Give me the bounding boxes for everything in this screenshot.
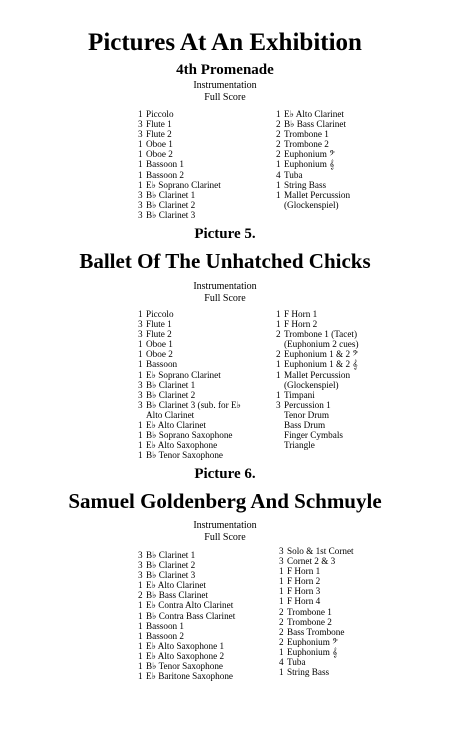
instrument-row: [138, 370, 241, 380]
instrument-name: Triangle: [284, 440, 315, 451]
part-count: [276, 420, 284, 430]
section-heading-picture-6: Picture 6.: [194, 466, 256, 482]
instrument-name: Bassoon 2: [146, 169, 185, 180]
instrument-name: E♭ Alto Saxophone 2: [146, 650, 225, 661]
part-count: 1: [138, 650, 143, 661]
instrument-list-left: [138, 309, 241, 460]
instrument-row: [138, 410, 241, 420]
part-count: 1: [138, 640, 143, 651]
instrument-row: [279, 637, 354, 647]
part-count: [276, 410, 284, 420]
part-count: 1: [138, 580, 143, 591]
instrument-name: Trombone 2: [284, 139, 329, 150]
instrument-name: F Horn 3: [287, 586, 321, 597]
full-score-label: Full Score: [204, 293, 246, 304]
part-count: 1: [138, 339, 143, 350]
instrument-row: [138, 159, 221, 169]
instrument-row: [138, 611, 235, 621]
instrument-row: [276, 349, 359, 359]
instrument-name: Trombone 2: [287, 616, 332, 627]
instrument-name: Tenor Drum: [284, 409, 330, 420]
part-count: 3: [138, 399, 143, 410]
section-heading-picture-5: Picture 5.: [194, 226, 256, 242]
instrument-name: Euphonium 𝄞: [287, 646, 338, 657]
instrument-name: F Horn 1: [287, 566, 321, 577]
part-count: 4: [276, 169, 281, 180]
part-count: 3: [138, 209, 143, 220]
part-count: 1: [279, 566, 284, 577]
instrument-name: B♭ Bass Clarinet: [146, 590, 209, 601]
instrument-name: Mallet Percussion: [284, 369, 351, 380]
instrument-row: [279, 576, 354, 586]
instrument-row: [138, 380, 241, 390]
instrument-name: E♭ Contra Alto Clarinet: [146, 600, 234, 611]
instrument-row: [138, 180, 221, 190]
instrument-row: [138, 200, 221, 210]
instrument-name: Oboe 1: [146, 139, 173, 150]
instrument-row: [138, 550, 235, 560]
instrument-row: [138, 139, 221, 149]
part-count: 1: [138, 179, 143, 190]
part-count: 1: [279, 667, 284, 678]
instrument-name: B♭ Contra Bass Clarinet: [146, 610, 236, 621]
instrument-list-right: [276, 109, 350, 210]
part-count: 3: [138, 199, 143, 210]
instrument-name: String Bass: [287, 667, 330, 678]
instrument-name: Bassoon 1: [146, 620, 185, 631]
part-count: 1: [138, 671, 143, 682]
instrument-row: [276, 329, 359, 339]
part-count: 1: [138, 149, 143, 160]
instrument-row: [276, 440, 359, 450]
part-count: 1: [138, 109, 143, 119]
instrument-row: [138, 600, 235, 610]
instrument-name: B♭ Tenor Saxophone: [146, 661, 224, 672]
instrument-name: Euphonium 𝄢: [287, 636, 339, 647]
instrument-name: Mallet Percussion: [284, 189, 351, 200]
instrument-list-left: [138, 550, 235, 681]
instrument-row: [276, 410, 359, 420]
part-count: 1: [138, 450, 143, 461]
instrument-row: [279, 586, 354, 596]
part-count: 2: [276, 149, 281, 160]
part-count: 2: [279, 626, 284, 637]
instrument-row: [138, 119, 221, 129]
instrument-row: [276, 190, 350, 200]
instrument-row: [138, 329, 241, 339]
instrument-row: [138, 570, 235, 580]
instrument-row: [276, 370, 359, 380]
instrument-name: (Euphonium 2 cues): [284, 339, 359, 350]
part-count: 3: [138, 129, 143, 140]
part-count: 2: [276, 349, 281, 360]
part-count: 1: [138, 359, 143, 370]
instrument-name: B♭ Clarinet 3 (sub. for E♭: [146, 399, 241, 410]
part-count: 3: [138, 389, 143, 400]
instrument-row: [138, 651, 235, 661]
instrument-row: [138, 109, 221, 119]
part-count: [276, 200, 284, 210]
instrument-name: Alto Clarinet: [146, 409, 195, 420]
part-count: 1: [138, 159, 143, 170]
part-count: 2: [276, 139, 281, 150]
instrument-name: B♭ Bass Clarinet: [284, 119, 347, 130]
part-count: 1: [276, 359, 281, 370]
part-count: [276, 380, 284, 390]
instrument-name: B♭ Clarinet 1: [146, 379, 196, 390]
section-subheading-goldenberg: Samuel Goldenberg And Schmuyle: [68, 489, 382, 513]
instrument-row: [276, 390, 359, 400]
part-count: 3: [276, 399, 281, 410]
instrument-name: Tuba: [284, 169, 303, 180]
part-count: 4: [279, 657, 284, 668]
instrument-row: [279, 667, 354, 677]
instrument-row: [276, 319, 359, 329]
instrument-name: B♭ Clarinet 1: [146, 189, 196, 200]
instrument-row: [138, 149, 221, 159]
instrument-row: [276, 170, 350, 180]
instrumentation-label: Instrumentation: [193, 520, 257, 531]
instrument-name: Bass Drum: [284, 420, 326, 431]
instrument-name: Bassoon 1: [146, 159, 185, 170]
part-count: 1: [279, 576, 284, 587]
instrument-row: [138, 560, 235, 570]
instrument-row: [276, 119, 350, 129]
instrument-name: E♭ Alto Saxophone 1: [146, 640, 225, 651]
part-count: 1: [138, 369, 143, 380]
instrument-name: Flute 1: [146, 119, 172, 130]
part-count: 3: [279, 556, 284, 567]
instrument-name: F Horn 2: [287, 576, 321, 587]
instrument-row: [276, 420, 359, 430]
part-count: 1: [138, 661, 143, 672]
instrument-list-left: [138, 109, 221, 220]
instrument-name: Flute 2: [146, 129, 172, 140]
part-count: 3: [138, 570, 143, 581]
full-score-label: Full Score: [204, 92, 246, 103]
instrument-row: [279, 657, 354, 667]
instrument-name: Oboe 2: [146, 349, 173, 360]
instrument-row: [276, 309, 359, 319]
part-count: [138, 410, 146, 420]
part-count: 1: [138, 620, 143, 631]
instrument-name: Bassoon: [146, 359, 178, 370]
instrument-row: [138, 590, 235, 600]
instrument-row: [138, 390, 241, 400]
instrument-name: B♭ Clarinet 2: [146, 389, 196, 400]
part-count: 2: [276, 329, 281, 340]
instrumentation-label: Instrumentation: [193, 80, 257, 91]
part-count: 2: [279, 606, 284, 617]
instrument-name: B♭ Soprano Saxophone: [146, 430, 233, 441]
instrument-row: [138, 430, 241, 440]
part-count: 2: [138, 590, 143, 601]
instrument-name: F Horn 4: [287, 596, 321, 607]
instrument-row: [138, 621, 235, 631]
instrument-row: [276, 430, 359, 440]
full-score-label: Full Score: [204, 532, 246, 543]
instrument-name: Flute 2: [146, 329, 172, 340]
instrument-row: [276, 200, 350, 210]
part-count: [276, 339, 284, 349]
instrument-row: [138, 319, 241, 329]
instrument-name: E♭ Alto Saxophone: [146, 440, 218, 451]
instrument-name: Euphonium 1 & 2 𝄢: [284, 349, 359, 360]
instrument-row: [276, 359, 359, 369]
instrument-name: Bass Trombone: [287, 626, 345, 637]
instrument-name: Piccolo: [146, 109, 174, 119]
instrument-row: [138, 349, 241, 359]
instrument-name: Percussion 1: [284, 399, 331, 410]
part-count: 3: [138, 189, 143, 200]
part-count: 1: [276, 369, 281, 380]
part-count: 1: [138, 610, 143, 621]
part-count: [276, 430, 284, 440]
instrumentation-label: Instrumentation: [193, 281, 257, 292]
instrument-name: E♭ Baritone Saxophone: [146, 671, 234, 682]
part-count: 3: [138, 119, 143, 130]
instrument-name: Bassoon 2: [146, 630, 185, 641]
part-count: 1: [279, 646, 284, 657]
instrument-list-right: [279, 546, 354, 677]
instrument-name: Trombone 1 (Tacet): [284, 329, 358, 340]
part-count: 2: [279, 616, 284, 627]
instrument-row: [138, 129, 221, 139]
instrument-row: [276, 129, 350, 139]
part-count: 3: [138, 319, 143, 330]
section-subheading-ballet: Ballet Of The Unhatched Chicks: [79, 249, 371, 273]
instrument-list-right: [276, 309, 359, 450]
instrument-row: [138, 440, 241, 450]
part-count: 2: [276, 129, 281, 140]
part-count: 3: [279, 546, 284, 556]
part-count: 1: [276, 109, 281, 119]
instrument-name: B♭ Clarinet 1: [146, 550, 196, 560]
instrument-row: [279, 546, 354, 556]
part-count: 1: [138, 349, 143, 360]
part-count: 1: [276, 309, 281, 319]
part-count: 1: [138, 169, 143, 180]
instrument-row: [276, 380, 359, 390]
instrument-name: String Bass: [284, 179, 327, 190]
instrument-name: E♭ Soprano Clarinet: [146, 369, 221, 380]
instrument-name: Tuba: [287, 657, 306, 668]
part-count: 1: [138, 600, 143, 611]
instrument-row: [279, 607, 354, 617]
instrument-row: [279, 596, 354, 606]
part-count: 3: [138, 550, 143, 560]
instrument-row: [138, 661, 235, 671]
instrument-name: B♭ Clarinet 2: [146, 199, 196, 210]
part-count: 1: [138, 309, 143, 319]
part-count: [276, 440, 284, 450]
part-count: 1: [138, 630, 143, 641]
instrument-name: Euphonium 𝄞: [284, 159, 335, 170]
part-count: 2: [279, 636, 284, 647]
part-count: 1: [138, 440, 143, 451]
instrument-name: Solo & 1st Cornet: [287, 546, 354, 556]
instrument-row: [138, 170, 221, 180]
instrument-row: [138, 309, 241, 319]
part-count: 3: [138, 560, 143, 571]
instrument-row: [138, 671, 235, 681]
part-count: 1: [276, 179, 281, 190]
instrument-name: E♭ Soprano Clarinet: [146, 179, 221, 190]
instrument-name: B♭ Clarinet 3: [146, 209, 196, 220]
instrument-name: E♭ Alto Clarinet: [146, 420, 206, 431]
instrument-row: [279, 617, 354, 627]
instrument-row: [276, 109, 350, 119]
part-count: 2: [276, 119, 281, 130]
instrument-row: [138, 210, 221, 220]
part-count: 1: [138, 420, 143, 431]
document-title: Pictures At An Exhibition: [88, 29, 362, 56]
part-count: 3: [138, 379, 143, 390]
instrument-name: F Horn 2: [284, 319, 318, 330]
instrument-name: (Glockenspiel): [284, 199, 339, 210]
instrument-row: [138, 359, 241, 369]
instrument-row: [276, 339, 359, 349]
instrument-row: [138, 631, 235, 641]
part-count: 1: [138, 139, 143, 150]
instrument-name: Finger Cymbals: [284, 430, 343, 441]
instrument-row: [138, 339, 241, 349]
instrument-row: [279, 566, 354, 576]
instrument-row: [276, 180, 350, 190]
instrument-row: [138, 400, 241, 410]
instrument-name: Cornet 2 & 3: [287, 556, 336, 567]
instrument-name: Oboe 2: [146, 149, 173, 160]
instrument-name: B♭ Tenor Saxophone: [146, 450, 224, 461]
instrument-name: B♭ Clarinet 3: [146, 570, 196, 581]
instrument-name: Piccolo: [146, 309, 174, 319]
instrument-row: [279, 647, 354, 657]
instrument-row: [279, 556, 354, 566]
instrument-name: B♭ Clarinet 2: [146, 560, 196, 571]
part-count: 1: [279, 596, 284, 607]
part-count: 1: [276, 159, 281, 170]
instrument-row: [276, 400, 359, 410]
instrument-name: Euphonium 𝄢: [284, 149, 336, 160]
instrument-name: Trombone 1: [287, 606, 332, 617]
part-count: 1: [279, 586, 284, 597]
instrument-row: [138, 420, 241, 430]
instrument-row: [138, 450, 241, 460]
instrument-name: Timpani: [284, 389, 315, 400]
instrument-row: [138, 641, 235, 651]
part-count: 1: [276, 319, 281, 330]
instrument-row: [138, 580, 235, 590]
instrument-name: E♭ Alto Clarinet: [284, 109, 344, 119]
instrument-name: Euphonium 1 & 2 𝄞: [284, 359, 358, 370]
instrument-name: (Glockenspiel): [284, 379, 339, 390]
instrument-name: F Horn 1: [284, 309, 318, 319]
part-count: 1: [276, 389, 281, 400]
instrument-name: Flute 1: [146, 319, 172, 330]
part-count: 3: [138, 329, 143, 340]
instrument-row: [276, 139, 350, 149]
part-count: 1: [138, 430, 143, 441]
part-count: 1: [276, 189, 281, 200]
instrument-name: Trombone 1: [284, 129, 329, 140]
instrument-row: [138, 190, 221, 200]
instrument-name: E♭ Alto Clarinet: [146, 580, 206, 591]
instrument-row: [279, 627, 354, 637]
instrument-name: Oboe 1: [146, 339, 173, 350]
instrument-row: [276, 149, 350, 159]
instrument-row: [276, 159, 350, 169]
section-heading-promenade: 4th Promenade: [176, 62, 274, 78]
